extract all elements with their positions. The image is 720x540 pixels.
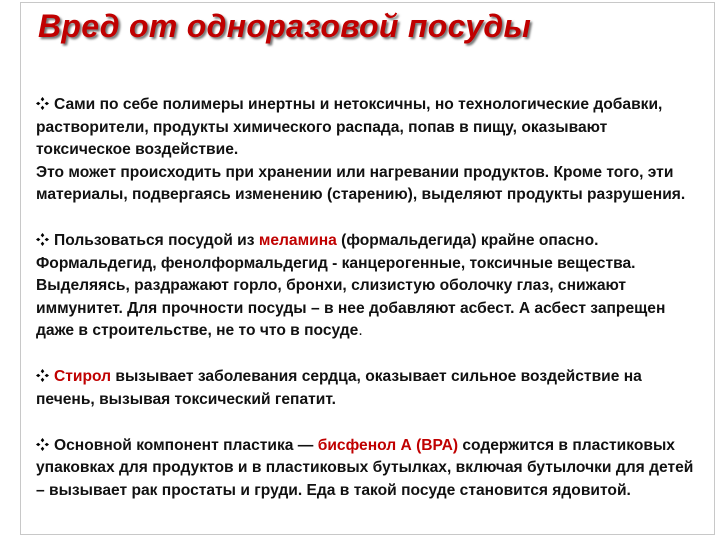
slide-content	[36, 93, 701, 502]
highlight-styrene: Стирол	[54, 368, 112, 385]
paragraph-melamine	[36, 229, 701, 343]
paragraph-text: содержится в пластиковых упаковках для продуктов и в пластиковых бутылках, включая бутылочки для детей – вызывает рак простаты и груди. Еда в такой посуде становится ядовитой.	[36, 436, 694, 499]
paragraph-text: Сами по себе полимеры инертны и нетоксичны, но технологические добавки, растворители, продукты химического распада, попав в пищу, оказывают токсическое воздействие.	[36, 96, 663, 158]
highlight-melamine: меламина	[258, 232, 337, 249]
paragraph-end: .	[358, 322, 363, 339]
four-diamond-bullet-icon	[36, 365, 54, 388]
paragraph-text: Это может происходить при хранении или нагревании продуктов. Кроме того, эти материалы, подвергаясь изменению (старению), выделяют продукты разрушения.	[36, 163, 686, 203]
spacer	[36, 343, 701, 366]
four-diamond-bullet-icon	[36, 434, 54, 457]
paragraph-text: Пользоваться посудой из	[54, 232, 259, 249]
spacer	[36, 207, 701, 230]
slide-title: Вред от одноразовой посуды	[38, 8, 532, 44]
paragraph-text: (формальдегида) крайне опасно. Формальдегид, фенолформальдегид - канцерогенные, токсичные вещества. Выделяясь, раздражают горло, бронхи, слизистую оболочку глаз, снижают иммунитет. Для прочности посуды – в нее добавляют асбест. А асбест запрещен даже в строительстве, не то что в посуде	[36, 232, 666, 339]
four-diamond-bullet-icon	[36, 93, 54, 116]
paragraph-storage	[36, 162, 701, 207]
paragraph-text: Основной компонент пластика —	[54, 436, 318, 454]
four-diamond-bullet-icon	[36, 229, 54, 252]
paragraph-text: вызывает заболевания сердца, оказывает сильное воздействие на печень, вызывая токсический гепатит.	[36, 368, 642, 408]
paragraph-styrene	[36, 365, 701, 411]
highlight-bisphenol: бисфенол А (ВРА)	[317, 436, 459, 454]
paragraph-polymers	[36, 93, 701, 162]
paragraph-bisphenol	[36, 434, 701, 503]
spacer	[36, 411, 701, 434]
